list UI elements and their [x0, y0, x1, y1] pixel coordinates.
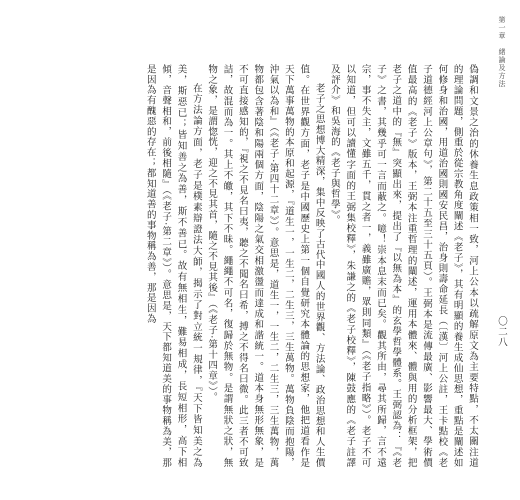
paragraph-1: 偽調和文景之治的休養生息政策相一致，河上公本以疏解原文為主要特點，不太關注道的理論問題，側重於從宗教角度闡述《老子》，其有明顯的養生成仙思想，重點是闡述如何修身和治國，用道治國則國安民昌，治身則壽命延長（〔漢〕河上公註，王卡點校《老子道德經河上公章句》，第二十五至三十五頁）。王弼本是流傳最廣、影響最大、學術價值最高的《老子》版本，王弼本注重哲理的闡述，運用本體來、體與用的分析框架，把老子之道中的『無』突顯出來，提出了『以無為本』的玄學哲學體系。王弼認為：『《老子》之書，其幾乎可一言而蔽之。噫！崇本息末而已矣。觀其所由，尋其所歸，言不遠宗，事不失主，文雖五千，貫之者一，義雖廣贍，眾則同類』（《老子指略》）。老子不可以知道，但可以讀懂字面的王弼集校釋》，朱謙之的《老子校釋》，陳鼓應的《老子註譯及評介》和吳海的《老子與哲學》。: [328, 64, 478, 468]
page-number: 〇二八: [496, 316, 507, 348]
body-text: [10, 64, 480, 468]
paragraph-3: 在方法論方面，老子是樸素辯證法大師，揭示了對立統一規律，『天下皆知美之為美，斯惡已；皆知善之為善，斯不善已。故有無相生，難易相成，長短相形，高下相傾，音聲相和，前後相隨』（《老子·第二章》）。意思是，天下都知道美的事物稱為美，那是因為有醜惡的存在；都知道善的事物稱為善，那是因為: [144, 64, 202, 468]
paragraph-2: 老子之思想博大精深，集中反映了古代中國人的世界觀、方法論、政治思想和人生價值。在世界觀方面，老子是中國歷史上第一個自覺研究本體論的思想家，他把道看作是天下萬事萬物的本原和起源，『道生一，一生二，二生三，三生萬物。萬物負陰而抱陽，沖氣以為和』（《老子·第四十二章》）。意思是，道生一，一生二，二生三，三生萬物，萬物都包含著陰和陽兩個方面，陰陽之氣交相激盪而達成和諧統一。道本身無形無象，是不可直接感知的，『視之不見名曰夷，聽之不聞名曰希，搏之不得名曰微。此三者不可致詰，故混而為一。其上不皦，其下不昧。繩繩不可名，復歸於無物。是謂無狀之狀，無物之象，是謂惚恍，迎之不見其首，隨之不見其後』（《老子·第十四章》）。: [206, 64, 325, 468]
running-head: 第一章 緒論及方法: [498, 16, 506, 88]
